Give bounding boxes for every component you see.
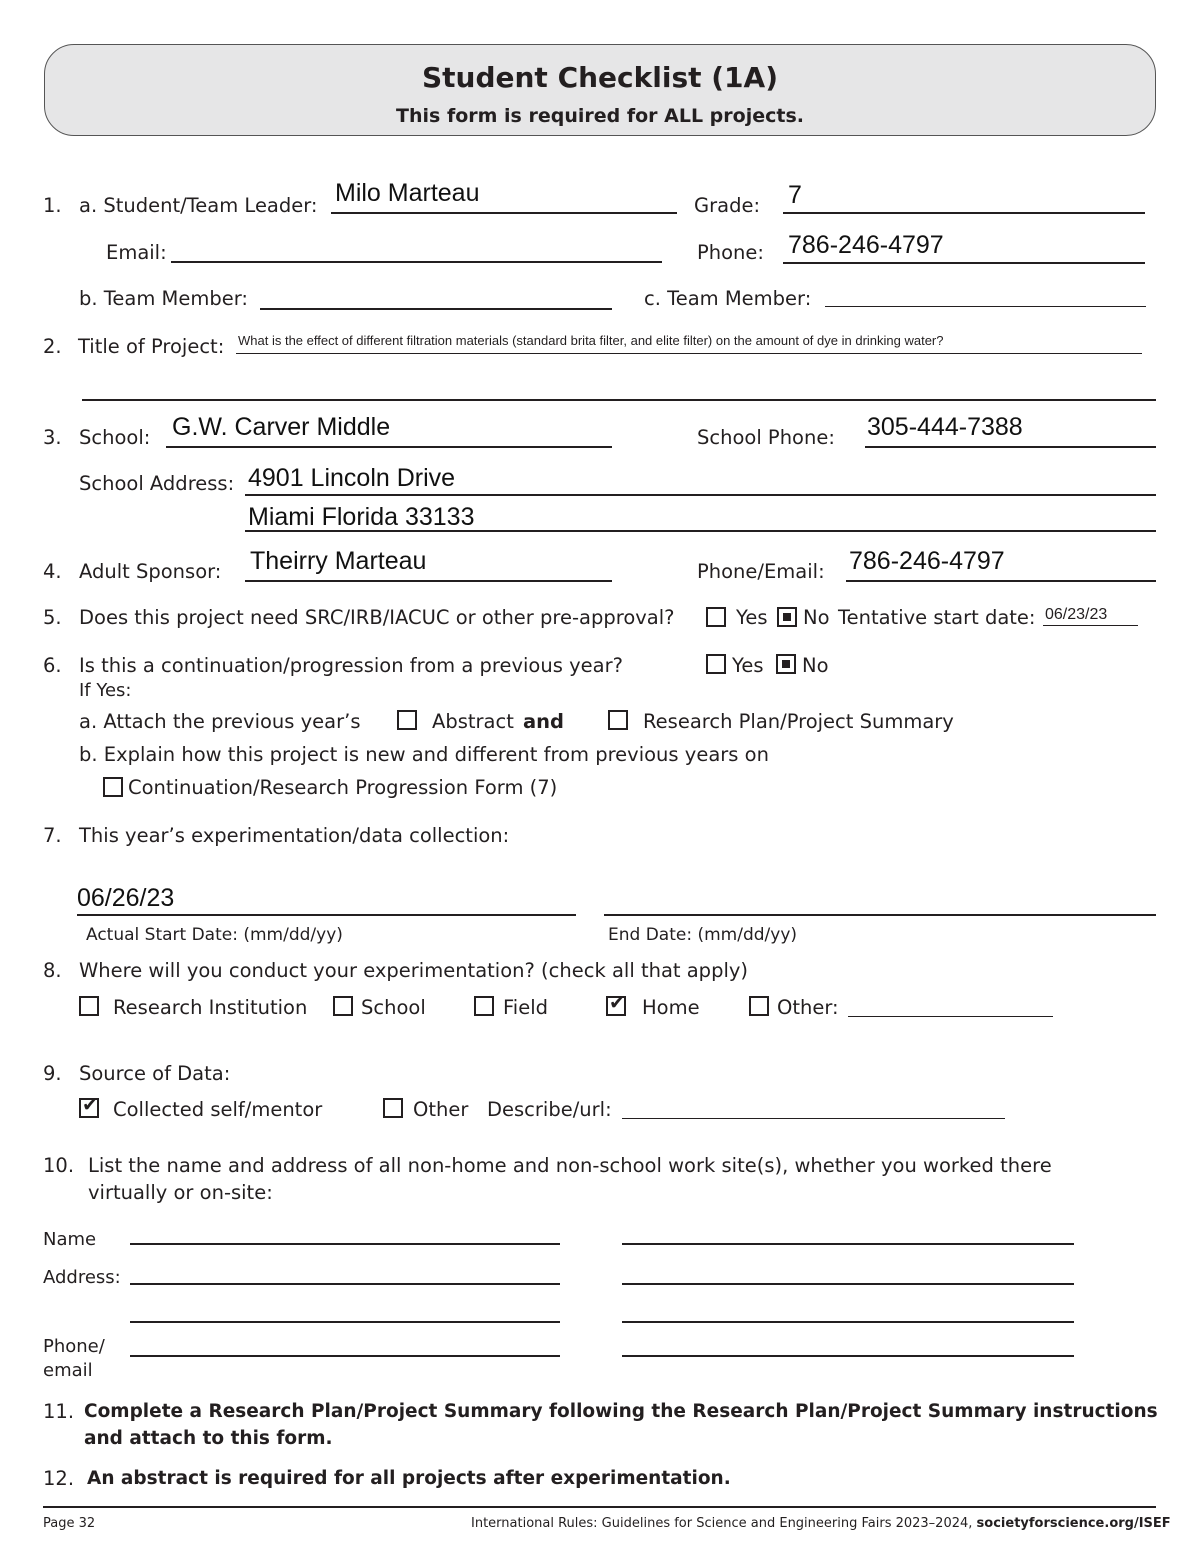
research-institution-checkbox[interactable]: [79, 996, 99, 1016]
describe-url-line[interactable]: [622, 1118, 1005, 1119]
adult-sponsor-value[interactable]: Theirry Marteau: [250, 547, 427, 575]
worksite-address-line-4[interactable]: [622, 1321, 1074, 1323]
sponsor-contact-label: Phone/Email:: [697, 560, 825, 583]
other-source-label: Other: [413, 1098, 469, 1121]
continuation-form-checkbox[interactable]: [103, 777, 123, 797]
q12-text: An abstract is required for all projects after experimentation.: [87, 1468, 731, 1489]
project-title-line-1: [236, 353, 1142, 354]
school-address-label: School Address:: [79, 472, 235, 495]
school-phone-line: [865, 446, 1156, 448]
q5-no-checkbox[interactable]: [777, 607, 797, 627]
q9-number: 9.: [43, 1062, 62, 1085]
q4-number: 4.: [43, 560, 62, 583]
school-site-label: School: [361, 996, 426, 1019]
end-date-line: [604, 914, 1156, 916]
tentative-start-label: Tentative start date:: [838, 606, 1036, 629]
school-address-line1-rule: [245, 494, 1156, 496]
source-of-data-label: Source of Data:: [79, 1062, 231, 1085]
and-label: and: [523, 710, 564, 733]
team-member-c-line[interactable]: [825, 306, 1146, 307]
team-member-c-label: c. Team Member:: [644, 287, 812, 310]
other-source-checkbox[interactable]: [383, 1098, 403, 1118]
email-line: [171, 261, 662, 263]
q10-text-line1: List the name and address of all non-home and non-school work site(s), whether you worked there: [88, 1154, 1052, 1177]
school-phone-label: School Phone:: [697, 426, 835, 449]
q12-number: 12.: [43, 1467, 75, 1490]
team-member-b-line[interactable]: [260, 308, 612, 310]
research-plan-label: Research Plan/Project Summary: [643, 710, 954, 733]
q6-no-checkbox[interactable]: [776, 654, 796, 674]
phone-label: Phone:: [697, 241, 764, 264]
research-plan-checkbox[interactable]: [608, 710, 628, 730]
adult-sponsor-line: [245, 580, 612, 582]
q11-text-line1: Complete a Research Plan/Project Summary following the Research Plan/Project Summary instructions: [84, 1401, 1158, 1422]
footer-url[interactable]: societyforscience.org/ISEF: [976, 1516, 1171, 1531]
actual-start-date-caption: Actual Start Date: (mm/dd/yy): [86, 925, 343, 945]
worksite-name-line-1[interactable]: [130, 1243, 560, 1245]
checkmark-icon: ✔: [609, 992, 625, 1014]
q10-number: 10.: [43, 1154, 75, 1177]
q6-question: Is this a continuation/progression from a previous year?: [79, 654, 623, 677]
q2-number: 2.: [43, 335, 62, 358]
worksite-phone-line-1[interactable]: [130, 1355, 560, 1357]
team-leader-label: a. Student/Team Leader:: [79, 194, 318, 217]
q5-question: Does this project need SRC/IRB/IACUC or other pre-approval?: [79, 606, 675, 629]
q11-text-line2: and attach to this form.: [84, 1428, 333, 1449]
field-label: Field: [503, 996, 549, 1019]
q5-number: 5.: [43, 606, 62, 629]
abstract-label: Abstract: [432, 710, 514, 733]
form-subtitle: This form is required for ALL projects.: [396, 105, 804, 127]
worksite-email-label: email: [43, 1360, 93, 1381]
worksite-address-line-2[interactable]: [622, 1283, 1074, 1285]
school-site-checkbox[interactable]: [333, 996, 353, 1016]
q6-yes-label: Yes: [732, 654, 764, 677]
home-label: Home: [642, 996, 700, 1019]
school-line: [166, 446, 612, 448]
q8-question: Where will you conduct your experimentation? (check all that apply): [79, 959, 749, 982]
sponsor-contact-line: [846, 580, 1156, 582]
worksite-name-label: Name: [43, 1229, 97, 1250]
school-address-line2[interactable]: Miami Florida 33133: [248, 503, 475, 531]
worksite-address-line-3[interactable]: [130, 1321, 560, 1323]
email-label: Email:: [106, 241, 167, 264]
continuation-form-label: Continuation/Research Progression Form (7): [128, 776, 558, 799]
grade-value[interactable]: 7: [788, 181, 802, 209]
form-header: [44, 44, 1156, 136]
team-leader-value[interactable]: Milo Marteau: [335, 179, 480, 207]
other-site-line[interactable]: [848, 1016, 1053, 1017]
end-date-caption: End Date: (mm/dd/yy): [608, 925, 798, 945]
grade-label: Grade:: [694, 194, 761, 217]
project-title-line-2: [82, 399, 1156, 401]
q11-number: 11.: [43, 1400, 75, 1423]
q8-number: 8.: [43, 959, 62, 982]
team-leader-line: [331, 212, 677, 214]
school-value[interactable]: G.W. Carver Middle: [172, 413, 391, 441]
sponsor-contact-value[interactable]: 786-246-4797: [849, 547, 1005, 575]
footer-source: [471, 1516, 1171, 1531]
page-number: Page 32: [43, 1516, 96, 1531]
abstract-checkbox[interactable]: [397, 710, 417, 730]
q5-no-label: No: [803, 606, 830, 629]
worksite-phone-line-2[interactable]: [622, 1355, 1074, 1357]
footer-rule: [43, 1506, 1156, 1508]
worksite-name-line-2[interactable]: [622, 1243, 1074, 1245]
q5-yes-checkbox[interactable]: [706, 607, 726, 627]
q3-number: 3.: [43, 426, 62, 449]
project-title-value[interactable]: What is the effect of different filtration materials (standard brita filter, and elite filter) on the amount of dye in drinking water?: [238, 333, 944, 348]
q6-no-label: No: [802, 654, 829, 677]
worksite-address-label: Address:: [43, 1267, 121, 1288]
q6-b-text: b. Explain how this project is new and different from previous years on: [79, 743, 769, 766]
research-institution-label: Research Institution: [113, 996, 308, 1019]
tentative-start-line: [1043, 625, 1138, 626]
q7-label: This year’s experimentation/data collection:: [79, 824, 510, 847]
collected-self-label: Collected self/mentor: [113, 1098, 323, 1121]
phone-value[interactable]: 786-246-4797: [788, 231, 944, 259]
school-phone-value[interactable]: 305-444-7388: [867, 413, 1023, 441]
footer-source-text: International Rules: Guidelines for Science and Engineering Fairs 2023–2024,: [471, 1516, 973, 1531]
phone-line: [783, 262, 1145, 264]
q10-text-line2: virtually or on-site:: [88, 1181, 273, 1204]
q5-yes-label: Yes: [736, 606, 768, 629]
worksite-address-line-1[interactable]: [130, 1283, 560, 1285]
q6-if-yes: If Yes:: [79, 680, 132, 701]
other-site-checkbox[interactable]: [749, 996, 769, 1016]
q1-number: 1.: [43, 194, 62, 217]
adult-sponsor-label: Adult Sponsor:: [79, 560, 222, 583]
team-member-b-label: b. Team Member:: [79, 287, 248, 310]
checkmark-icon: ✔: [82, 1094, 98, 1116]
grade-line: [783, 212, 1145, 214]
project-title-label: Title of Project:: [78, 335, 225, 358]
q6-number: 6.: [43, 654, 62, 677]
actual-start-date-value[interactable]: 06/26/23: [77, 884, 175, 912]
worksite-phone-label: Phone/: [43, 1336, 105, 1357]
form-title: Student Checklist (1A): [421, 61, 778, 94]
q6-yes-checkbox[interactable]: [706, 654, 726, 674]
field-checkbox[interactable]: [474, 996, 494, 1016]
tentative-start-value[interactable]: 06/23/23: [1045, 606, 1108, 623]
actual-start-date-line: [77, 914, 576, 916]
q6-a-text: a. Attach the previous year’s: [79, 710, 361, 733]
other-site-label: Other:: [777, 996, 839, 1019]
school-label: School:: [79, 426, 151, 449]
school-address-line1[interactable]: 4901 Lincoln Drive: [248, 464, 456, 492]
home-checkbox[interactable]: [606, 992, 626, 1016]
describe-url-label: Describe/url:: [487, 1098, 612, 1121]
school-address-line2-rule: [245, 530, 1156, 532]
collected-self-checkbox[interactable]: [79, 1094, 99, 1118]
q7-number: 7.: [43, 824, 62, 847]
